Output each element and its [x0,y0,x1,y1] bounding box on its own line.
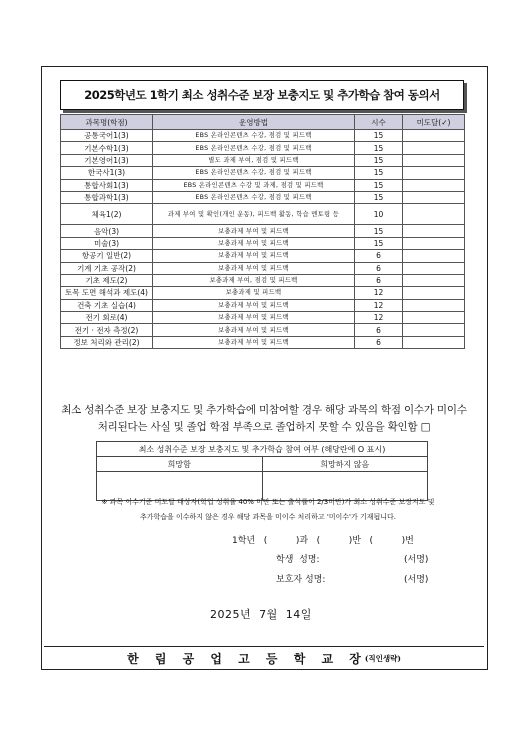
footnote-line: 추가학습을 이수하지 않은 경우 해당 과목을 미이수 처리하고 '미이수'가 기재됩니다. [139,513,396,521]
unmet-check-cell[interactable] [403,299,465,311]
hours-cell: 6 [355,262,403,274]
hours-cell: 15 [355,237,403,249]
hours-cell: 15 [355,167,403,179]
table-row [61,154,465,166]
subject-cell: 한국사1(3) [61,167,153,179]
table-row [61,250,465,262]
method-cell: 보충과제 부여 및 피드백 [153,250,355,262]
method-cell: 보충과제 부여 및 피드백 [153,324,355,336]
header-hours: 시수 [355,115,403,130]
method-cell: 보충과제 부여 및 피드백 [153,336,355,348]
subject-cell: 음악(3) [61,225,153,237]
subject-cell: 항공기 일반(2) [61,250,153,262]
table-row [61,287,465,299]
method-cell: 보충과제 부여 및 피드백 [153,237,355,249]
table-row [61,336,465,348]
table-row [61,167,465,179]
table-row [61,179,465,191]
guardian-signature[interactable]: (서명) [404,575,429,585]
method-cell: 별도 과제 부여, 점검 및 피드백 [153,154,355,166]
method-cell: 보충과제 및 피드백 [153,287,355,299]
table-row [61,324,465,336]
unmet-check-cell[interactable] [403,336,465,348]
table-row [61,130,465,142]
unmet-check-cell[interactable] [403,324,465,336]
subject-cell: 통합과학1(3) [61,191,153,203]
table-row [61,225,465,237]
unmet-check-cell[interactable] [403,154,465,166]
unmet-check-cell[interactable] [403,312,465,324]
school-name: 한 림 공 업 고 등 학 교 장 [127,651,367,666]
unmet-check-cell[interactable] [403,225,465,237]
table-row [61,299,465,311]
method-cell: EBS 온라인콘텐츠 수강 및 과제, 점검 및 피드백 [153,179,355,191]
subject-cell: 체육1(2) [61,204,153,225]
subject-cell: 건축 기초 실습(4) [61,299,153,311]
document-title: 2025학년도 1학기 최소 성취수준 보장 보충지도 및 추가학습 참여 동의서 [60,80,464,110]
table-header-row [61,115,465,130]
grade-class-number-field[interactable]: 1학년 ( )과 ( )반 ( )번 [232,536,414,546]
table-row [61,142,465,154]
method-cell: EBS 온라인콘텐츠 수강, 점검 및 피드백 [153,191,355,203]
header-subject: 과목명(학점) [61,115,153,130]
student-name-label: 학생 성명: [276,555,320,565]
method-cell: EBS 온라인콘텐츠 수강, 점검 및 피드백 [153,142,355,154]
option-not-hope-label: 희망하지 않음 [262,457,428,472]
unmet-check-cell[interactable] [403,237,465,249]
hours-cell: 15 [355,154,403,166]
method-cell: 보충과제 부여 및 피드백 [153,262,355,274]
method-cell: 보충과제 부여 및 피드백 [153,312,355,324]
hours-cell: 12 [355,287,403,299]
seal-omitted-note: (직인생략) [364,653,401,663]
table-row [61,262,465,274]
unmet-check-cell[interactable] [403,130,465,142]
hours-cell: 6 [355,274,403,286]
hours-cell: 12 [355,312,403,324]
header-method: 운영방법 [153,115,355,130]
hours-cell: 12 [355,299,403,311]
table-row [61,237,465,249]
subject-cell: 기본영어1(3) [61,154,153,166]
option-hope-label: 희망함 [97,457,263,472]
unmet-check-cell[interactable] [403,167,465,179]
table-row [61,312,465,324]
unmet-check-cell[interactable] [403,287,465,299]
student-signature[interactable]: (서명) [404,555,429,565]
subject-table [60,114,465,349]
school-principal [44,646,484,669]
hours-cell: 15 [355,225,403,237]
unmet-check-cell[interactable] [403,204,465,225]
method-cell: 보충과제 부여 및 피드백 [153,299,355,311]
confirmation-notice [46,402,482,436]
guardian-name-label: 보호자 성명: [276,575,326,585]
subject-cell: 정보 처리와 관리(2) [61,336,153,348]
notice-line: 최소 성취수준 보장 보충지도 및 추가학습에 미참여할 경우 해당 과목의 학점 이수가 미이수 [61,404,467,416]
unmet-check-cell[interactable] [403,262,465,274]
hours-cell: 15 [355,130,403,142]
hours-cell: 6 [355,250,403,262]
table-row [61,191,465,203]
table-row [61,274,465,286]
subject-cell: 통합사회1(3) [61,179,153,191]
subject-cell: 기계 기초 공작(2) [61,262,153,274]
footnote-line: ※ 과목 이수기준 미도달 대상자(학업 성취율 40% 미만 또는 출석률이 2/3미만)가 최소 성취수준 보장지도 및 [101,498,435,506]
notice-line: 처리된다는 사실 및 졸업 학점 부족으로 졸업하지 못할 수 있음을 확인함 □ [97,421,431,433]
unmet-check-cell[interactable] [403,142,465,154]
unmet-check-cell[interactable] [403,179,465,191]
method-cell: 보충과제 부여, 점검 및 피드백 [153,274,355,286]
hours-cell: 6 [355,324,403,336]
unmet-check-cell[interactable] [403,250,465,262]
method-cell: 보충과제 부여 및 피드백 [153,225,355,237]
header-unmet: 미도달(✓) [403,115,465,130]
footnote [58,495,478,525]
unmet-check-cell[interactable] [403,191,465,203]
unmet-check-cell[interactable] [403,274,465,286]
subject-cell: 전기 회로(4) [61,312,153,324]
participation-header: 최소 성취수준 보장 보충지도 및 추가학습 참여 여부 (해당란에 O 표시) [97,442,428,457]
hours-cell: 15 [355,179,403,191]
method-cell: EBS 온라인콘텐츠 수강, 점검 및 피드백 [153,167,355,179]
subject-cell: 기본수학1(3) [61,142,153,154]
hours-cell: 6 [355,336,403,348]
subject-cell: 기초 제도(2) [61,274,153,286]
table-row [61,204,465,225]
hours-cell: 15 [355,191,403,203]
hours-cell: 10 [355,204,403,225]
method-cell: 과제 부여 및 확인(개인 운동), 피드백 활동, 학습 멘토링 등 [153,204,355,225]
document-date: 2025년 7월 14일 [210,608,312,621]
method-cell: EBS 온라인콘텐츠 수강, 점검 및 피드백 [153,130,355,142]
participation-table [96,441,428,501]
subject-cell: 토목 도면 해석과 제도(4) [61,287,153,299]
subject-cell: 미술(3) [61,237,153,249]
subject-cell: 전기 · 전자 측정(2) [61,324,153,336]
subject-cell: 공통국어1(3) [61,130,153,142]
hours-cell: 15 [355,142,403,154]
